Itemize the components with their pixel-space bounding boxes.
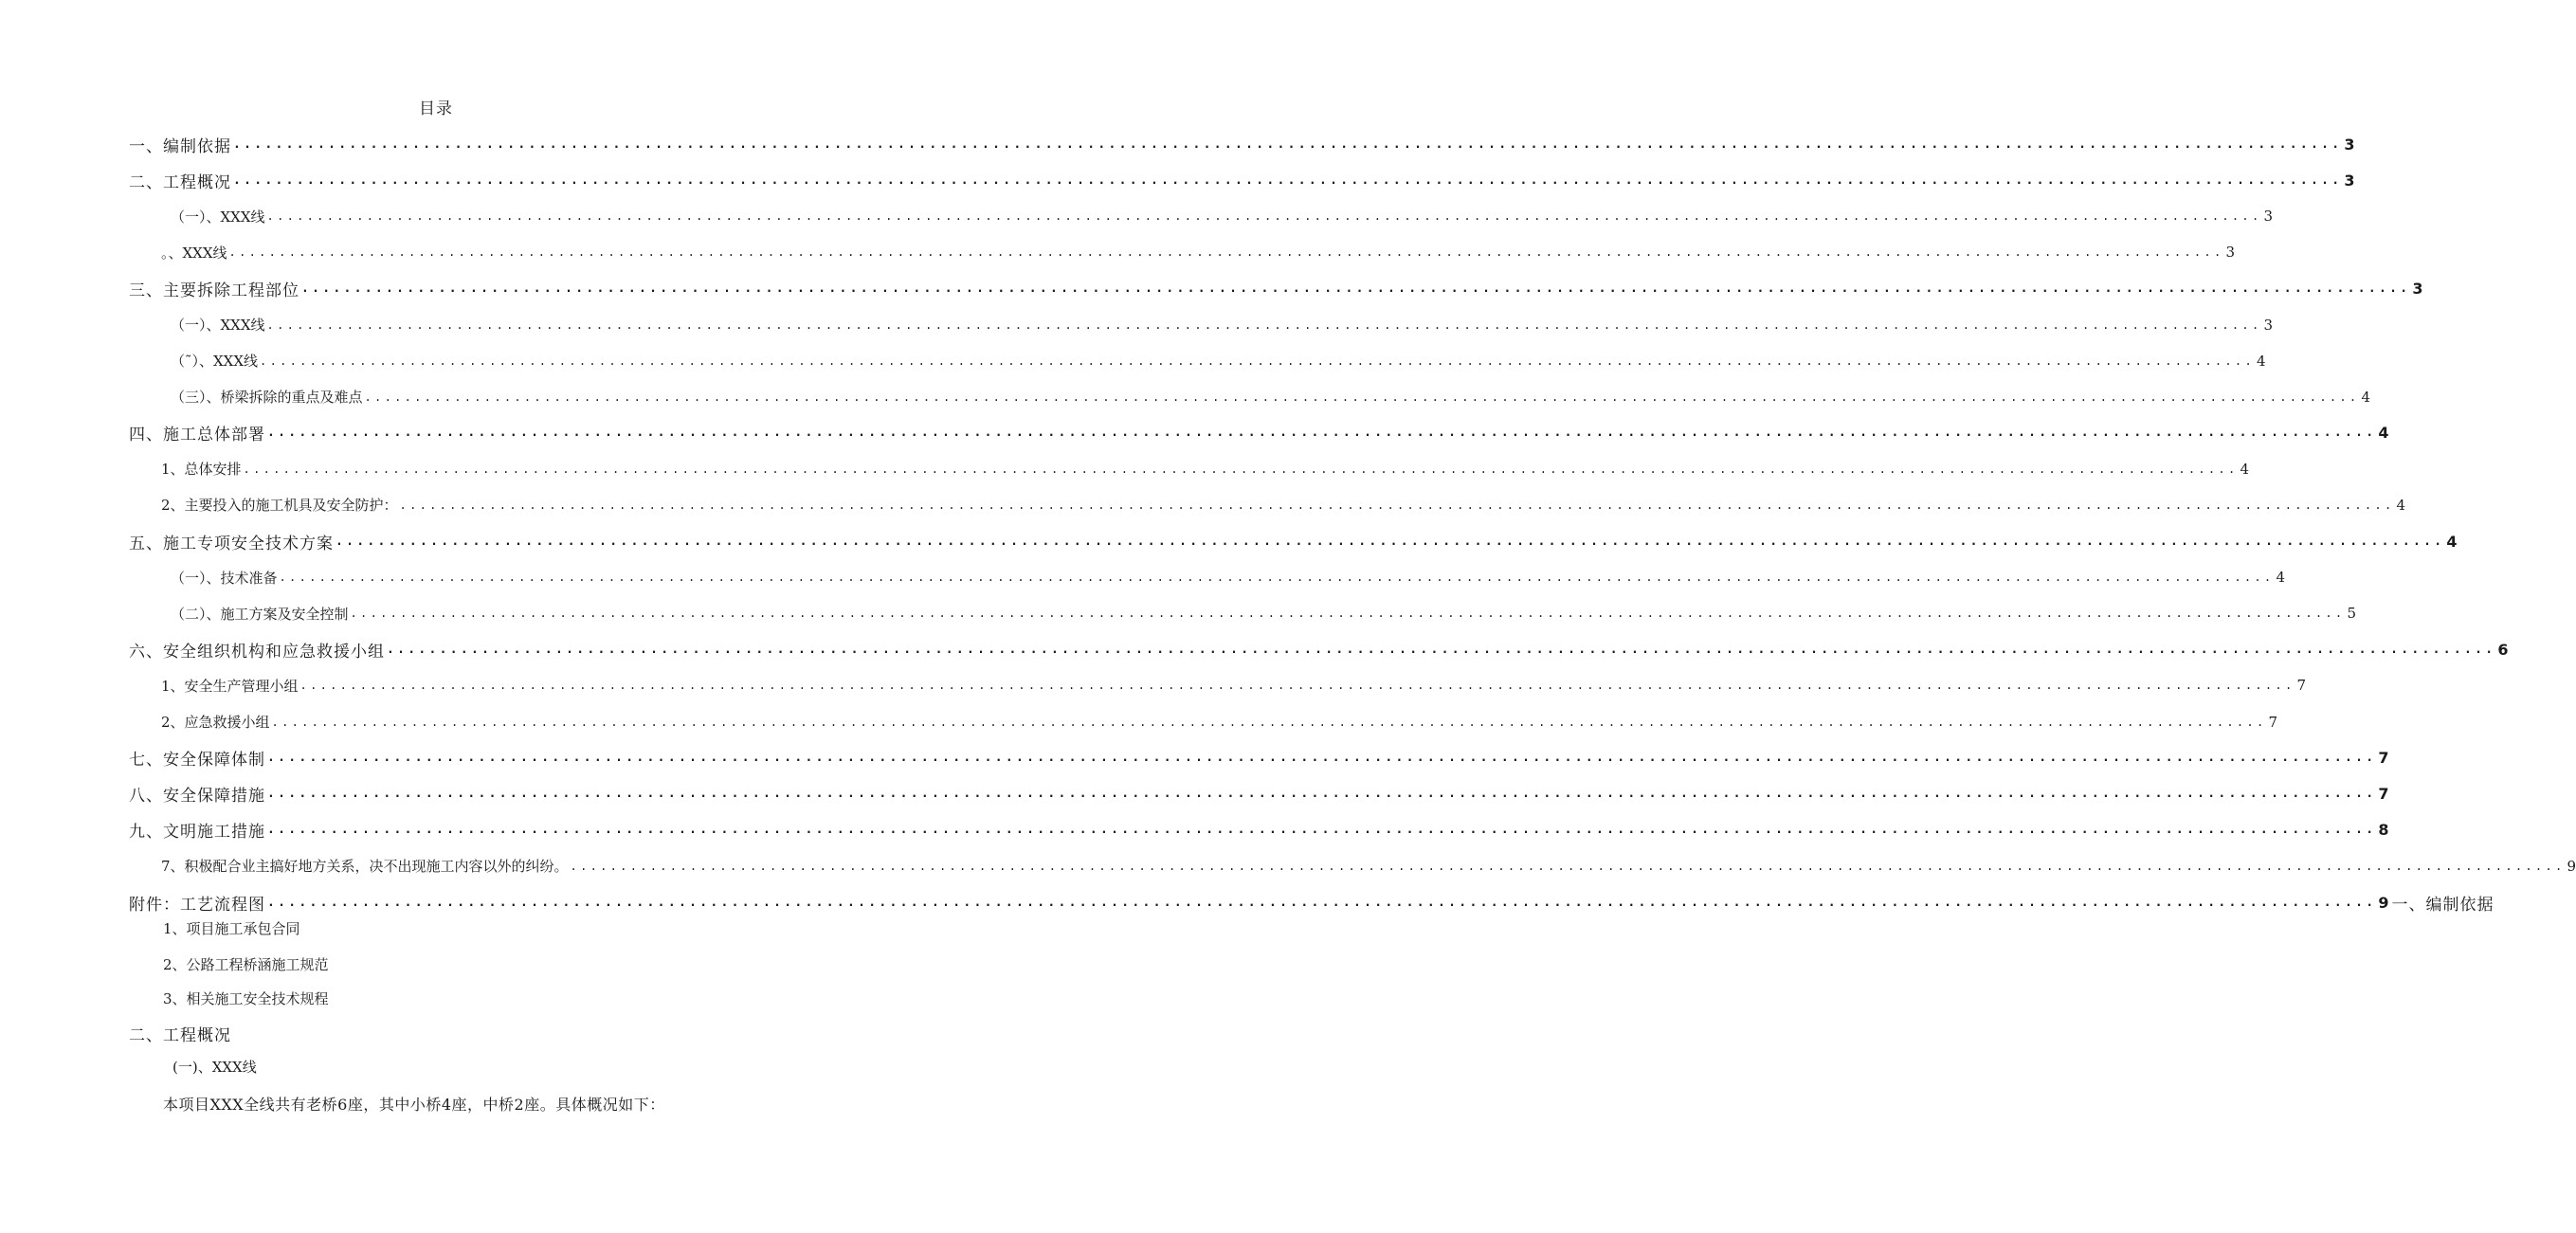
toc-leader-dots: ........................................................................................................................................................................................................: [299, 679, 2295, 693]
toc-entry-page-number: 7: [2378, 785, 2390, 804]
toc-leader-dots: ........................................................................................................................................................................................................: [279, 571, 2275, 585]
toc-entry-page-number: 4: [2446, 532, 2458, 551]
toc-entry-page-number: 4: [2276, 569, 2285, 587]
toc-entry-page-number: 3: [2412, 279, 2424, 298]
toc-entry-page-number: 4: [2378, 424, 2390, 443]
toc-entry-label: 七、安全保障体制: [129, 751, 265, 771]
toc-entry-label: （三）、桥梁拆除的重点及难点: [171, 389, 363, 407]
toc-entry-label: 五、施工专项安全技术方案: [129, 534, 334, 553]
toc-leader-dots: ........................................................................................................................................................................................................: [267, 895, 2377, 910]
toc-entry-page-number: 4: [2256, 352, 2266, 370]
toc-entry-label: 1、总体安排: [161, 461, 242, 479]
toc-entry: [0, 595, 2356, 631]
toc-entry-label: 六、安全组织机构和应急救援小组: [129, 642, 385, 662]
toc-entry-page-number: 3: [2225, 244, 2236, 262]
toc-entry-page-number: 9: [2567, 857, 2576, 875]
toc-entry-page-number: 6: [2497, 640, 2510, 659]
toc-leader-dots: ........................................................................................................................................................................................................: [267, 751, 2377, 766]
toc-leader-dots: ........................................................................................................................................................................................................: [267, 823, 2377, 838]
toc-leader-dots: ........................................................................................................................................................................................................: [399, 498, 2395, 512]
toc-entry-page-number: 9: [2378, 893, 2390, 912]
toc-entry: [0, 776, 2390, 812]
toc-entry-label: 八、安全保障措施: [129, 787, 265, 807]
toc-entry: [0, 487, 2406, 523]
basis-item-2: 2、公路工程桥涵施工规范: [163, 956, 329, 973]
toc-entry: [0, 306, 2274, 342]
toc-leader-dots: ........................................................................................................................................................................................................: [233, 136, 2343, 152]
toc-entry: [0, 631, 2510, 667]
toc-entry: [0, 162, 2356, 198]
section-heading: 二、工程概况: [129, 1026, 231, 1045]
toc-entry: [0, 667, 2307, 703]
subsection-heading: (一)、XXX线: [172, 1059, 257, 1076]
toc-entry: [0, 559, 2285, 595]
toc-entry: [0, 343, 2266, 379]
toc-entry: [0, 812, 2390, 848]
paragraph: 本项目XXX全线共有老桥6座，其中小桥4座，中桥2座。具体概况如下：: [163, 1096, 665, 1114]
toc-entry-label: 四、施工总体部署: [129, 426, 265, 445]
toc-entry-label: （二）、施工方案及安全控制: [171, 605, 349, 623]
toc-entry: [0, 126, 2356, 162]
toc-entry: [0, 198, 2274, 234]
toc-leader-dots: ........................................................................................................................................................................................................: [387, 642, 2496, 657]
toc-leader-dots: ........................................................................................................................................................................................................: [228, 245, 2224, 260]
toc-entry: [0, 415, 2390, 451]
toc-entry-page-number: 3: [2263, 208, 2274, 226]
toc-leader-dots: ........................................................................................................................................................................................................: [260, 354, 2255, 368]
toc-entry-page-number: 8: [2378, 821, 2390, 840]
toc-leader-dots: ........................................................................................................................................................................................................: [267, 787, 2377, 802]
toc-entry: [0, 379, 2370, 415]
toc-entry: [0, 234, 2236, 270]
toc-entry-label: 二、工程概况: [129, 172, 231, 192]
toc-leader-dots: ........................................................................................................................................................................................................: [266, 317, 2262, 332]
toc-entry-page-number: 7: [2378, 749, 2390, 768]
toc-entry-page-number: 3: [2344, 171, 2356, 190]
toc-entry-label: 附件：工艺流程图: [129, 895, 265, 915]
toc-entry-label: 2、应急救援小组: [161, 714, 270, 732]
toc-entry-label: 2、主要投入的施工机具及安全防护：: [161, 497, 398, 515]
toc-leader-dots: ........................................................................................................................................................................................................: [364, 390, 2360, 404]
toc-entry-label: 。、XXX线: [161, 244, 227, 262]
toc-entry-page-number: 7: [2296, 677, 2307, 695]
toc-entry: [0, 270, 2424, 306]
toc-leader-dots: ........................................................................................................................................................................................................: [243, 462, 2239, 476]
toc-title: 目录: [419, 100, 453, 118]
toc-entry-label: （一）、XXX线: [171, 208, 265, 226]
toc-entry-page-number: 5: [2347, 605, 2356, 623]
toc-entry-label: 九、文明施工措施: [129, 823, 265, 843]
basis-item-3: 3、相关施工安全技术规程: [163, 990, 329, 1007]
toc-entry-label: 7、积极配合业主搞好地方关系，决不出现施工内容以外的纠纷。: [161, 858, 569, 876]
toc-entry-page-number: 4: [2240, 460, 2250, 478]
toc-entry-label: 一、编制依据: [129, 136, 231, 156]
toc-leader-dots: ........................................................................................................................................................................................................: [301, 281, 2411, 296]
toc-leader-dots: ........................................................................................................................................................................................................: [271, 715, 2267, 729]
toc-leader-dots: ........................................................................................................................................................................................................: [570, 859, 2566, 873]
toc-entry-label: （一）、技术准备: [171, 569, 278, 587]
toc-entry: [0, 884, 2494, 920]
toc-leader-dots: ........................................................................................................................................................................................................: [267, 426, 2377, 441]
table-of-contents: [0, 126, 2576, 920]
toc-leader-dots: ........................................................................................................................................................................................................: [336, 534, 2445, 549]
toc-overflow-heading: 一、编制依据: [2391, 895, 2494, 915]
toc-entry: [0, 451, 2250, 487]
toc-entry-page-number: 7: [2268, 713, 2278, 731]
toc-entry-label: 三、主要拆除工程部位: [129, 281, 299, 300]
toc-entry: [0, 704, 2278, 740]
toc-entry-page-number: 4: [2361, 388, 2370, 406]
toc-leader-dots: ........................................................................................................................................................................................................: [233, 172, 2343, 188]
toc-leader-dots: ........................................................................................................................................................................................................: [350, 607, 2346, 621]
toc-entry: [0, 848, 2576, 884]
toc-leader-dots: ........................................................................................................................................................................................................: [266, 209, 2262, 224]
toc-entry: [0, 523, 2458, 559]
toc-entry-page-number: 4: [2396, 496, 2406, 514]
toc-entry-label: （一）、XXX线: [171, 317, 265, 335]
toc-entry-page-number: 3: [2263, 316, 2274, 334]
toc-entry-label: 1、安全生产管理小组: [161, 677, 299, 695]
toc-entry-page-number: 3: [2344, 135, 2356, 154]
basis-item-1: 1、项目施工承包合同: [163, 920, 300, 937]
toc-entry: [0, 740, 2390, 776]
toc-entry-label: （˜）、XXX线: [171, 353, 259, 371]
